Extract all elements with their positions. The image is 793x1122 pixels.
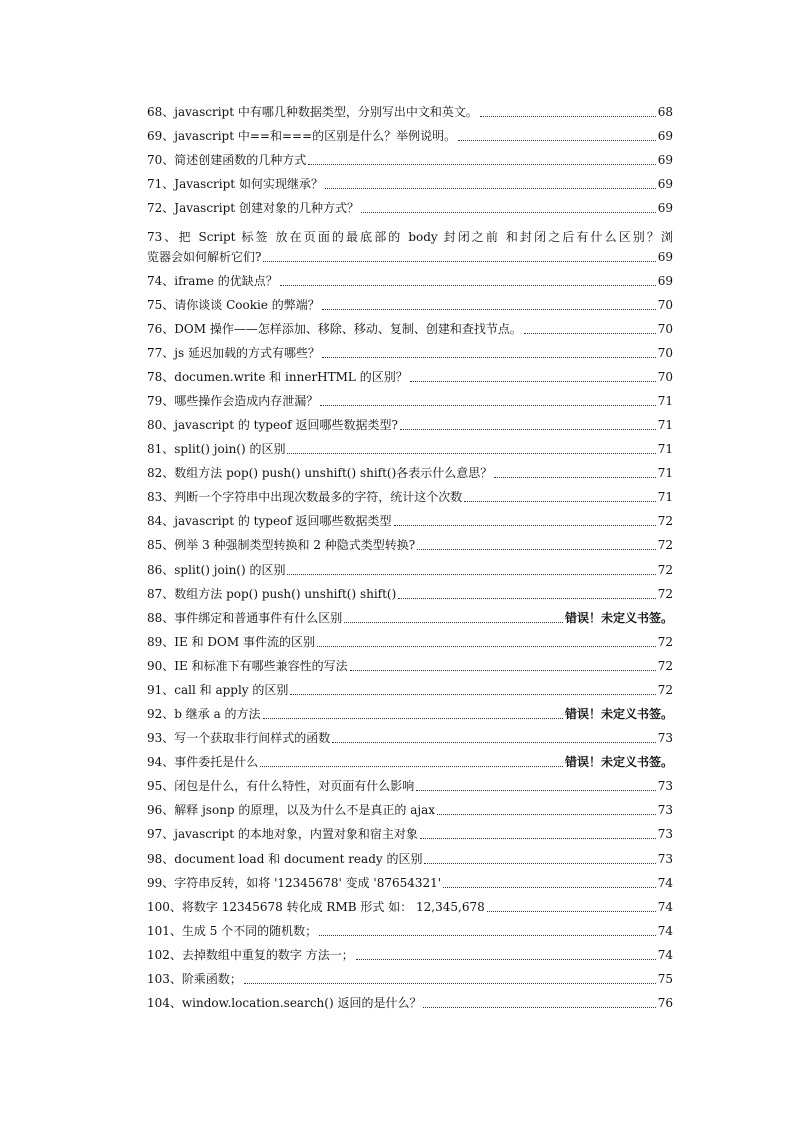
toc-entry-label: 68、javascript 中有哪几种数据类型，分别写出中文和英文。 (147, 105, 478, 120)
toc-entry[interactable] (147, 652, 673, 676)
toc-entry[interactable] (147, 339, 673, 363)
toc-entry-label-line1: 73、把 Script 标签 放在页面的最底部的 body 封闭之前 和封闭之后有什么区别？浏 (147, 229, 673, 244)
toc-leader-dots (260, 766, 563, 767)
toc-entry[interactable] (147, 291, 673, 315)
watermark: ​ (255, 430, 307, 558)
toc-entry-page: 68 (657, 105, 673, 120)
toc-entry-page: 71 (657, 418, 673, 433)
toc-leader-dots (464, 501, 655, 502)
toc-entry-label: 76、DOM 操作——怎样添加、移除、移动、复制、创建和查找节点。 (147, 321, 522, 336)
toc-entry[interactable] (147, 580, 673, 604)
toc-entry-label: 87、数组方法 pop() push() unshift() shift() (147, 586, 397, 601)
toc-entry-page: 72 (657, 658, 673, 673)
toc-entry[interactable] (147, 555, 673, 579)
toc-entry-page: 73 (657, 779, 673, 794)
toc-leader-dots (423, 1007, 655, 1008)
toc-entry-page: 69 (657, 249, 673, 264)
toc-leader-dots (494, 477, 655, 478)
toc-entry-label: 104、window.location.search() 返回的是什么？ (147, 995, 422, 1010)
toc-entry[interactable] (147, 796, 673, 820)
toc-leader-dots (319, 935, 656, 936)
toc-entry[interactable] (147, 315, 673, 339)
toc-leader-dots (487, 911, 656, 912)
toc-entry[interactable] (147, 965, 673, 989)
toc-entry-page: 69 (657, 201, 673, 216)
toc-entry[interactable] (147, 194, 673, 218)
toc-entry[interactable] (147, 941, 673, 965)
toc-leader-dots (290, 694, 655, 695)
toc-leader-dots (424, 863, 655, 864)
toc-leader-dots (325, 188, 656, 189)
toc-entry[interactable] (147, 869, 673, 893)
toc-leader-dots (524, 333, 656, 334)
toc-entry-label: 69、javascript 中==和===的区别是什么？举例说明。 (147, 129, 457, 144)
toc-entry-label: 71、Javascript 如何实现继承？ (147, 177, 323, 192)
toc-entry-label: 74、iframe 的优缺点？ (147, 273, 278, 288)
toc-entry-label: 83、判断一个字符串中出现次数最多的字符，统计这个次数 (147, 490, 463, 505)
toc-entry-page: 70 (657, 345, 673, 360)
toc-entry-label: 89、IE 和 DOM 事件流的区别 (147, 634, 315, 649)
toc-entry-page: 74 (657, 899, 673, 914)
toc-entry-label: 85、例举 3 种强制类型转换和 2 种隐式类型转换? (147, 538, 416, 553)
toc-leader-dots (420, 838, 656, 839)
toc-entry-page: 72 (657, 634, 673, 649)
toc-entry-label: 77、js 延迟加载的方式有哪些？ (147, 345, 320, 360)
toc-entry[interactable] (147, 483, 673, 507)
toc-entry-label: 72、Javascript 创建对象的几种方式？ (147, 201, 359, 216)
toc-leader-dots (350, 670, 656, 671)
toc-entry[interactable] (147, 893, 673, 917)
toc-entry-label: 78、documen.write 和 innerHTML 的区别？ (147, 369, 408, 384)
toc-entry-label: 91、call 和 apply 的区别 (147, 682, 289, 697)
toc-entry-page: 69 (657, 273, 673, 288)
toc-entry[interactable] (147, 531, 673, 555)
toc-entry-page: 76 (657, 995, 673, 1010)
toc-entry-label: 81、split() join() 的区别 (147, 442, 286, 457)
toc-entry[interactable] (147, 98, 673, 122)
toc-entry-label: 101、生成 5 个不同的随机数； (147, 923, 318, 938)
toc-entry-label: 70、简述创建函数的几种方式 (147, 153, 307, 168)
toc-entry[interactable] (147, 604, 673, 628)
toc-leader-dots (356, 959, 656, 960)
toc-entry-page: 71 (657, 490, 673, 505)
toc-leader-dots (480, 116, 656, 117)
toc-entry[interactable] (147, 676, 673, 700)
toc-leader-dots (263, 261, 655, 262)
toc-leader-dots (398, 598, 655, 599)
toc-entry-page: 71 (657, 442, 673, 457)
toc-leader-dots (416, 790, 655, 791)
toc-entry-label: 99、字符串反转，如将 '12345678' 变成 '87654321' (147, 875, 442, 890)
toc-entry-page: 71 (657, 394, 673, 409)
toc-entry[interactable] (147, 267, 673, 291)
toc-leader-dots (280, 285, 656, 286)
toc-leader-dots (287, 453, 655, 454)
toc-entry[interactable] (147, 122, 673, 146)
toc-entry[interactable] (147, 435, 673, 459)
toc-entry-label: 84、javascript 的 typeof 返回哪些数据类型 (147, 514, 392, 529)
toc-entry[interactable] (147, 218, 673, 266)
toc-entry[interactable] (147, 989, 673, 1013)
toc-entry[interactable] (147, 748, 673, 772)
toc-entry[interactable] (147, 507, 673, 531)
toc-entry-error: 错误！未定义书签。 (564, 707, 673, 722)
toc-entry-page: 72 (657, 562, 673, 577)
toc-entry[interactable] (147, 700, 673, 724)
toc-entry-page: 74 (657, 875, 673, 890)
toc-entry-line2 (147, 249, 673, 265)
toc-entry[interactable] (147, 772, 673, 796)
toc-entry-page: 72 (657, 514, 673, 529)
toc-entry-label: 90、IE 和标准下有哪些兼容性的写法 (147, 658, 348, 673)
toc-entry-label: 88、事件绑定和普通事件有什么区别 (147, 610, 343, 625)
toc-entry[interactable] (147, 459, 673, 483)
toc-entry-label: 96、解释 jsonp 的原理，以及为什么不是真正的 ajax (147, 803, 436, 818)
toc-leader-dots (437, 814, 656, 815)
toc-entry-page: 75 (657, 971, 673, 986)
toc-leader-dots (263, 718, 563, 719)
toc-entry-page: 73 (657, 851, 673, 866)
toc-entry[interactable] (147, 170, 673, 194)
toc-leader-dots (332, 742, 655, 743)
toc-entry[interactable] (147, 844, 673, 868)
toc-entry-page: 72 (657, 586, 673, 601)
toc-leader-dots (394, 525, 656, 526)
toc-entry-page: 73 (657, 827, 673, 842)
toc-entry-page: 70 (657, 297, 673, 312)
toc-entry[interactable] (147, 363, 673, 387)
toc-entry-label: 82、数组方法 pop() push() unshift() shift()各表示什么意思？ (147, 466, 493, 481)
toc-entry-page: 69 (657, 177, 673, 192)
toc-entry[interactable] (147, 917, 673, 941)
toc-entry-label: 102、去掉数组中重复的数字 方法一； (147, 947, 354, 962)
toc-entry-page: 73 (657, 803, 673, 818)
toc-entry-page: 70 (657, 369, 673, 384)
toc-leader-dots (287, 574, 655, 575)
toc-entry-label: 100、将数字 12345678 转化成 RMB 形式 如： 12,345,678 (147, 899, 485, 914)
toc-entry-page: 73 (657, 731, 673, 746)
toc-entry[interactable] (147, 387, 673, 411)
toc-entry-label: 103、阶乘函数； (147, 971, 242, 986)
toc-entry-error: 错误！未定义书签。 (564, 755, 673, 770)
toc-leader-dots (322, 309, 656, 310)
toc-entry-label: 75、请你谈谈 Cookie 的弊端？ (147, 297, 320, 312)
toc-leader-dots (417, 549, 655, 550)
toc-entry-page: 69 (657, 153, 673, 168)
toc-entry-label: 97、javascript 的本地对象，内置对象和宿主对象 (147, 827, 418, 842)
toc-leader-dots (344, 622, 563, 623)
toc-entry-page: 74 (657, 947, 673, 962)
toc-entry-label: 80、javascript 的 typeof 返回哪些数据类型? (147, 418, 398, 433)
toc-entry[interactable] (147, 146, 673, 170)
toc-entry-page: 74 (657, 923, 673, 938)
toc-leader-dots (400, 429, 656, 430)
toc-entry[interactable] (147, 628, 673, 652)
toc-entry[interactable] (147, 820, 673, 844)
toc-entry-page: 71 (657, 466, 673, 481)
toc-leader-dots (458, 140, 656, 141)
toc-leader-dots (317, 646, 656, 647)
toc-entry-label: 览器会如何解析它们? (147, 249, 262, 264)
toc-entry-page: 70 (657, 321, 673, 336)
toc-entry-page: 72 (657, 538, 673, 553)
toc-entry[interactable] (147, 724, 673, 748)
table-of-contents (147, 98, 673, 1013)
toc-entry-label: 79、哪些操作会造成内存泄漏？ (147, 394, 319, 409)
toc-leader-dots (320, 405, 655, 406)
toc-leader-dots (322, 357, 656, 358)
toc-entry-page: 69 (657, 129, 673, 144)
toc-entry-label: 93、写一个获取非行间样式的函数 (147, 731, 331, 746)
toc-leader-dots (244, 983, 656, 984)
toc-entry-error: 错误！未定义书签。 (564, 610, 673, 625)
toc-entry-label: 92、b 继承 a 的方法 (147, 707, 261, 722)
toc-leader-dots (308, 164, 655, 165)
toc-entry-label: 95、闭包是什么，有什么特性，对页面有什么影响 (147, 779, 415, 794)
toc-leader-dots (410, 381, 656, 382)
toc-entry-page: 72 (657, 682, 673, 697)
toc-entry[interactable] (147, 411, 673, 435)
toc-entry-label: 98、document load 和 document ready 的区别 (147, 851, 423, 866)
toc-entry-label: 86、split() join() 的区别 (147, 562, 286, 577)
toc-entry-label: 94、事件委托是什么 (147, 755, 259, 770)
toc-leader-dots (443, 887, 656, 888)
toc-leader-dots (361, 212, 656, 213)
